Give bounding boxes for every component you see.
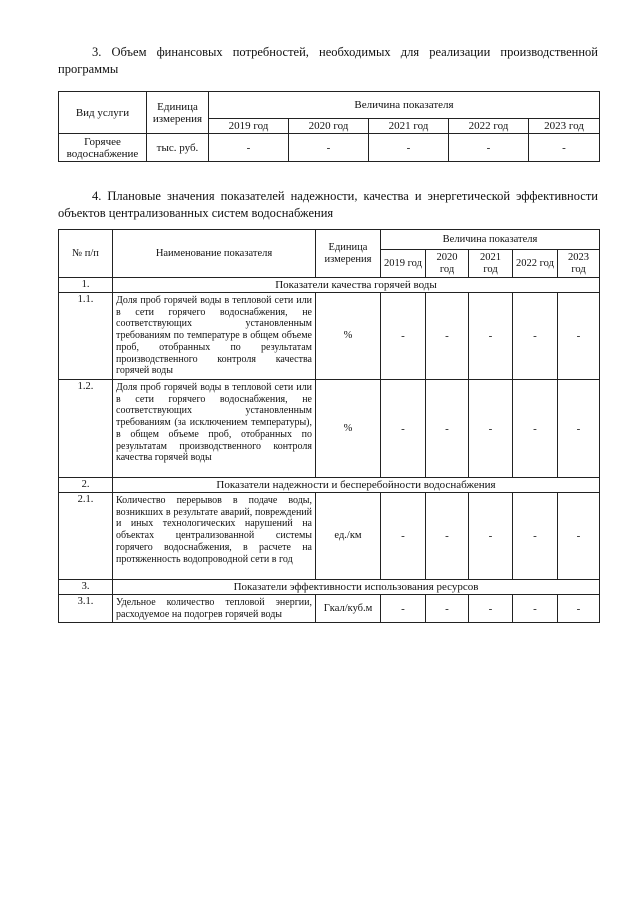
section-row: [59, 478, 600, 493]
value-cell: -: [369, 134, 449, 162]
row-unit: ед./км: [316, 493, 381, 580]
value-cell: -: [209, 134, 289, 162]
value-cell: -: [558, 380, 600, 478]
header-value: Величина показателя: [381, 230, 600, 250]
year-header: 2020 год: [289, 119, 369, 134]
header-unit: Единица измерения: [147, 92, 209, 134]
row-unit: Гкал/куб.м: [316, 595, 381, 623]
row-num: 2.1.: [59, 493, 113, 580]
header-name: Наименование показателя: [113, 230, 316, 278]
header-num: № п/п: [59, 230, 113, 278]
value-cell: -: [426, 595, 469, 623]
section-3-title-line2: программы: [58, 62, 119, 76]
value-cell: -: [469, 493, 513, 580]
header-service: Вид услуги: [59, 92, 147, 134]
value-cell: -: [529, 134, 600, 162]
value-cell: -: [381, 595, 426, 623]
value-cell: -: [469, 595, 513, 623]
unit-cell: тыс. руб.: [147, 134, 209, 162]
section-num: 2.: [59, 478, 113, 493]
value-cell: -: [513, 380, 558, 478]
section-4-title-line2: объектов централизованных систем водоснабжения: [58, 206, 334, 220]
row-name: Удельное количество тепловой энергии, расходуемое на подогрев горячей воды: [113, 595, 316, 623]
year-header: 2022 год: [513, 250, 558, 278]
row-name: Доля проб горячей воды в тепловой сети или в сети горячего водоснабжения, не соответствующих установленным требованиям (за исключением температуры), в общем объеме проб, отобранных по результатам производственного контроля качества горячей воды: [113, 380, 316, 478]
value-cell: -: [513, 493, 558, 580]
year-header: 2021 год: [469, 250, 513, 278]
section-title: Показатели надежности и бесперебойности водоснабжения: [113, 478, 600, 493]
row-unit: %: [316, 380, 381, 478]
row-unit: %: [316, 293, 381, 380]
section-row: [59, 580, 600, 595]
year-header: 2019 год: [381, 250, 426, 278]
table-row: [59, 293, 600, 380]
value-cell: -: [513, 595, 558, 623]
section-4-title-line1: 4. Плановые значения показателей надежности, качества и энергетической эффективности: [92, 189, 598, 203]
section-4-heading: [58, 188, 598, 222]
year-header: 2022 год: [449, 119, 529, 134]
section-3-heading: [58, 44, 598, 78]
year-header: 2023 год: [529, 119, 600, 134]
table-row: [59, 493, 600, 580]
section-title: Показатели качества горячей воды: [113, 278, 600, 293]
value-cell: -: [426, 380, 469, 478]
row-name: Доля проб горячей воды в тепловой сети или в сети горячего водоснабжения, не соответствующих установленным требованиям по температуре в общем объеме проб, отобранных по результатам производственного контроля качества горячей воды: [113, 293, 316, 380]
section-3-title-line1: 3. Объем финансовых потребностей, необходимых для реализации производственной: [92, 45, 598, 59]
value-cell: -: [469, 380, 513, 478]
row-num: 1.1.: [59, 293, 113, 380]
table-row: [59, 595, 600, 623]
service-cell: Горячее водоснабжение: [59, 134, 147, 162]
section-num: 1.: [59, 278, 113, 293]
year-header: 2020 год: [426, 250, 469, 278]
year-header: 2019 год: [209, 119, 289, 134]
value-cell: -: [469, 293, 513, 380]
value-cell: -: [426, 293, 469, 380]
section-num: 3.: [59, 580, 113, 595]
table-row: [59, 380, 600, 478]
value-cell: -: [426, 493, 469, 580]
row-name: Количество перерывов в подаче воды, возникших в результате аварий, повреждений и иных технологических нарушений на объектах централизованной системы горячего водоснабжения, в расчете на протяженность водопроводной сети в год: [113, 493, 316, 580]
value-cell: -: [513, 293, 558, 380]
section-row: [59, 278, 600, 293]
financial-needs-table: [58, 91, 600, 162]
row-num: 1.2.: [59, 380, 113, 478]
value-cell: -: [558, 493, 600, 580]
header-unit: Единица измерения: [316, 230, 381, 278]
value-cell: -: [558, 595, 600, 623]
value-cell: -: [381, 380, 426, 478]
table-row: [59, 134, 600, 162]
value-cell: -: [381, 493, 426, 580]
header-value: Величина показателя: [209, 92, 600, 119]
value-cell: -: [289, 134, 369, 162]
value-cell: -: [449, 134, 529, 162]
year-header: 2021 год: [369, 119, 449, 134]
value-cell: -: [558, 293, 600, 380]
row-num: 3.1.: [59, 595, 113, 623]
indicators-table: [58, 229, 600, 623]
value-cell: -: [381, 293, 426, 380]
year-header: 2023 год: [558, 250, 600, 278]
section-title: Показатели эффективности использования ресурсов: [113, 580, 600, 595]
